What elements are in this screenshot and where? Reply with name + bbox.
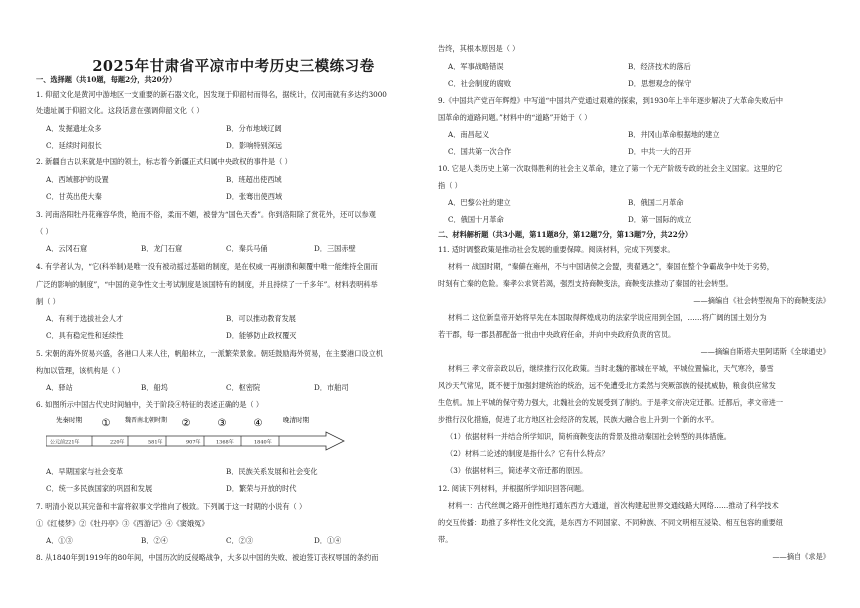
option: C．国共第一次合作 [448, 147, 512, 156]
option: D．张骞出使西域 [226, 192, 283, 201]
option: B．可以推动教育发展 [226, 314, 296, 323]
q10-line: 指（ ） [438, 181, 462, 190]
q4-line: 4. 有学者认为，“它(科举制)是唯一没有被动摇过基础的制度，是在权威一再崩溃和颠覆中唯一能维持全面而 [36, 262, 378, 271]
option: C．枢密院 [226, 383, 261, 392]
year-label: 1840年 [254, 439, 272, 446]
q7-line: ①《红楼梦》②《牡丹亭》③《西游记》④《窦娥冤》 [36, 519, 209, 528]
stage-label: ① [101, 418, 111, 429]
material-line: 带。 [438, 535, 453, 544]
material-line: 的交互传播：助推了多样性文化交流，是东西方不同国家、不同种族、不同文明相互浸染、相互包容的重要纽 [438, 518, 784, 527]
timeline-stages [56, 415, 310, 429]
page-title: 2025年甘肃省平凉市中考历史三模练习卷 [92, 58, 375, 75]
q3-line: 3. 河南洛阳牡丹花雍容华贵，艳而不俗，柔而不媚，被誉为“国色天香”。你到洛阳除了赏花外，还可以参观 [36, 210, 376, 219]
option: B．俄国二月革命 [628, 198, 684, 207]
material-source: ——摘编自《社会转型视角下的商鞅变法》 [693, 296, 830, 305]
year-label: 907年 [186, 439, 201, 446]
option: C．社会制度的腐败 [448, 79, 512, 88]
material-line: 生危机。加上平城的保守势力强大，北魏社会的发展受到了制约。于是孝文帝决定迁都。迁都后，孝文帝进一 [438, 398, 784, 407]
q6-line: 6. 如图所示中国古代史时间轴中，关于阶段④特征的表述正确的是（ ） [36, 400, 264, 409]
option: D．中共一大的召开 [628, 147, 692, 156]
material-line: 材料一：古代丝绸之路开创性地打通东西方大通道，首次构建起世界交通线路大网络……推动了科学技术 [448, 501, 779, 510]
option: C．具有稳定性和延续性 [46, 331, 124, 340]
year-label: 1368年 [216, 439, 234, 446]
year-label: 公元前221年 [50, 439, 80, 446]
option: B．井冈山革命根据地的建立 [628, 130, 720, 139]
option: B．经济技术的落后 [628, 62, 691, 71]
q4-line: 制（ ） [36, 297, 60, 306]
option: B．分布地域辽阔 [226, 124, 282, 133]
material-source: ——摘编自斯塔夫里阿诺斯《全球通史》 [700, 347, 830, 356]
stage-label: ② [181, 418, 191, 429]
option: D．三国赤壁 [314, 244, 356, 253]
option: A．西域都护的设置 [46, 175, 109, 184]
option: B．民族关系发展和社会变化 [226, 467, 318, 476]
option: D．第一国际的成立 [628, 215, 692, 224]
material-line: 步推行汉化措施，促进了北方地区社会经济的发展，民族大融合也上升到一个新的水平。 [438, 415, 719, 424]
option: D．思想观念的保守 [628, 79, 692, 88]
q8-line: 8. 从1840年到1919年的80年间，中国历次的反侵略战争，大多以中国的失败、被迫签订丧权辱国的条约而 [36, 553, 379, 562]
material-source: ——摘自《求是》 [772, 552, 830, 561]
option: C．俄国十月革命 [448, 215, 504, 224]
option: B．班超出使西域 [226, 175, 282, 184]
year-label: 220年 [110, 439, 125, 446]
option: C．延续时间很长 [46, 141, 102, 150]
q12-line: 12. 阅读下列材料，并根据所学知识回答问题。 [438, 484, 589, 493]
material-line: 若干郡，每一郡县都配备一批由中央政府任命，并向中央政府负责的官员。 [438, 330, 676, 339]
option: D．影响特别深远 [226, 141, 283, 150]
option: C．秦兵马俑 [226, 244, 268, 253]
material-line: 材料三 孝文帝亲政以后，继续推行汉化政策。当时北魏的都城在平城，平城位置偏北，天气寒冷，暴雪 [448, 364, 774, 373]
option: C．②③ [226, 536, 254, 545]
q1-line: 1. 仰韶文化是黄河中游地区一支重要的新石器文化，因发现于仰韶村而得名，据统计，仅河南就有多达约3000 [36, 90, 387, 99]
material-line: 时刻有亡秦的危险。秦孝公求贤若渴，强烈支持商鞅变法，商鞅变法推动了秦国的社会转型。 [438, 279, 733, 288]
q11-line: 11. 适时调整政策是推动社会发展的重要保障。阅读材料，完成下列要求。 [438, 245, 675, 254]
q5-line: 5. 宋朝的海外贸易兴盛，各港口人来人往，帆船林立，一派繁荣景象。朝廷鼓励海外贸易，在主要港口设立机 [36, 349, 383, 358]
option: A．①③ [46, 536, 73, 545]
option: A．南昌起义 [448, 130, 490, 139]
stage-label: ④ [253, 418, 263, 429]
option: A．有利于选拔社会人才 [46, 314, 124, 323]
option: B．船坞 [141, 383, 168, 392]
material-line: 材料二 这位新皇帝开始将早先在本国取得辉煌成功的法家学说应用到全国，……将广阔的国土划分为 [448, 313, 767, 322]
history-timeline [46, 412, 346, 460]
sub-question: （1）依据材料一并结合所学知识，简析商鞅变法的背景及推动秦国社会转型的具体措施。 [446, 432, 731, 441]
option: A．驿站 [46, 383, 73, 392]
q10-line: 10. 它是人类历史上第一次取得胜利的社会主义革命，建立了第一个无产阶级专政的社会主义国家。这里的它 [438, 164, 783, 173]
option: A．早期国家与社会变革 [46, 467, 124, 476]
option: A．云冈石窟 [46, 244, 88, 253]
option: C．甘英出使大秦 [46, 192, 102, 201]
section-heading-1: 一、选择题（共10题，每题2分，共20分） [36, 75, 177, 84]
material-line: 风沙天气常见，既不便于加强封建统治的统治，远不免遭受北方柔然与突厥部族的侵扰威胁，粮食供应常发 [438, 381, 776, 390]
option: A．发掘遗址众多 [46, 124, 102, 133]
stage-label: 晚清时期 [283, 416, 309, 424]
q1-line: 处遗址属于仰韶文化。这段话意在强调仰韶文化（ ） [36, 106, 204, 115]
option: B．②④ [141, 536, 168, 545]
material-line: 材料一 战国时期，“秦僻在雍州，不与中国诸侯之会盟，夷翟遇之”，秦国在整个争霸战争中处于劣势， [448, 262, 774, 271]
sub-question: （3）依据材料三，简述孝文帝迁都的原因。 [446, 466, 588, 475]
q9-line: 9.《中国共产党百年辉煌》中写道“中国共产党通过艰难的探索，到1930年上半年逐步解决了大革命失败后中 [438, 96, 784, 105]
q4-line: 广泛的影响的制度”，“中国的竞争性文士考试制度是该国特有的制度，并且持续了一千多年”。材料表明科举 [36, 280, 378, 289]
stage-label: 魏晋南北朝时期 [124, 417, 168, 424]
q7-line: 7. 明清小说以其完备和丰富将叙事文学推向了极致。下列属于这一时期的小说有（ ） [36, 502, 307, 511]
option: D．繁荣与开放的时代 [226, 484, 297, 493]
option: D．能够防止政权覆灭 [226, 331, 297, 340]
option: B．龙门石窟 [141, 244, 183, 253]
q3-line: （ ） [36, 227, 53, 236]
q5-line: 构加以管理，该机构是（ ） [36, 366, 125, 375]
option: A．巴黎公社的建立 [448, 198, 511, 207]
stage-label: 先秦时期 [56, 416, 82, 424]
q8-continued: 告终，其根本原因是（ ） [438, 44, 520, 53]
q2-line: 2. 新疆自古以来就是中国的领土，标志着今新疆正式归属中央政权的事件是（ ） [36, 157, 292, 166]
sub-question: （2）材料二论述的制度是指什么？它有什么特点？ [446, 449, 609, 458]
option: D．市舶司 [314, 383, 349, 392]
option: D．①④ [314, 536, 342, 545]
year-label: 581年 [148, 439, 163, 446]
q9-line: 国革命的道路问题。”材料中的“道路”开始于（ ） [438, 113, 592, 122]
stage-label: ③ [217, 418, 227, 429]
option: A．军事战略错误 [448, 62, 504, 71]
section-heading-2: 二、材料解析题（共3小题，第11题8分，第12题7分，第13题7分，共22分） [438, 230, 693, 239]
option: C．统一多民族国家的巩固和发展 [46, 484, 153, 493]
